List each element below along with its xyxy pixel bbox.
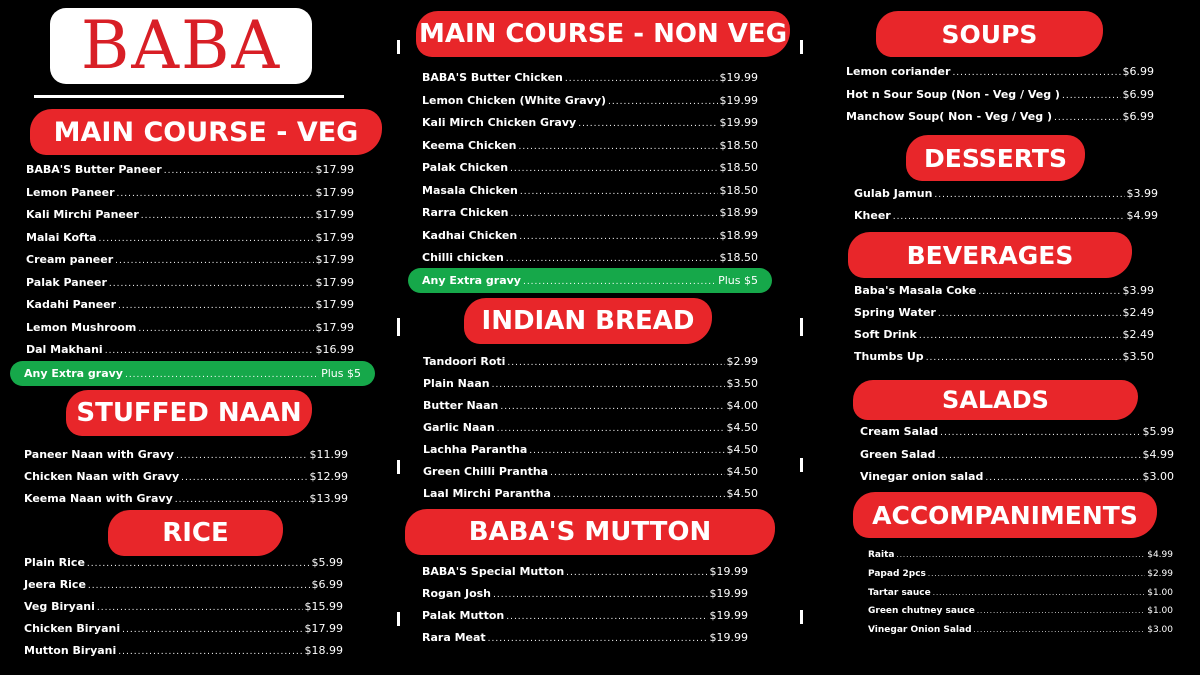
menu-item-name: Chicken Biryani: [24, 622, 121, 635]
menu-item-name: Cream paneer: [26, 253, 114, 266]
menu-item-name: Hot n Sour Soup (Non - Veg / Veg ): [846, 87, 1060, 101]
menu-item: [26, 253, 354, 276]
dot-leader: [608, 97, 717, 107]
menu-item-name: Thumbs Up: [854, 350, 924, 363]
dot-leader: [519, 232, 717, 242]
menu-item-price: $17.99: [304, 622, 343, 635]
bread-heading: [464, 298, 712, 344]
menu-item: [422, 631, 748, 653]
salads-list: [860, 425, 1174, 493]
menu-item-price: $4.50: [726, 421, 758, 434]
menu-item-name: Tandoori Roti: [423, 355, 506, 368]
menu-item-name: Masala Chicken: [422, 183, 518, 197]
soups-heading: [876, 11, 1103, 57]
menu-item-price: $6.99: [1122, 110, 1154, 123]
menu-item-price: $1.00: [1147, 606, 1173, 617]
accomp-list: [868, 550, 1173, 644]
menu-item-name: Rarra Chicken: [422, 206, 509, 219]
menu-item-name: Palak Paneer: [26, 275, 107, 289]
menu-item: [854, 306, 1154, 328]
veg-list: [26, 163, 354, 366]
menu-item-price: $15.99: [304, 600, 343, 613]
menu-item-price: $18.99: [719, 228, 758, 242]
menu-item: [24, 470, 348, 492]
menu-item-name: Spring Water: [854, 306, 936, 319]
menu-item-price: $18.99: [719, 206, 758, 219]
menu-item-name: Raita: [868, 550, 895, 560]
menu-item-name: Green chutney sauce: [868, 606, 975, 617]
menu-item-name: Tartar sauce: [868, 587, 931, 598]
menu-item: [423, 399, 758, 421]
nonveg-extra-row: Any Extra gravy ..... Plus $5: [422, 274, 758, 287]
menu-item-name: Kadhai Chicken: [422, 228, 518, 242]
menu-item: [423, 443, 758, 465]
dot-leader: [105, 346, 314, 356]
nonveg-heading: [416, 11, 790, 57]
dot-leader: [938, 309, 1121, 319]
dot-leader: [492, 380, 725, 390]
dot-leader: [118, 647, 302, 657]
dot-leader: [553, 490, 725, 500]
menu-item: [868, 606, 1173, 625]
menu-item: [860, 470, 1174, 493]
menu-item: [854, 209, 1158, 231]
dot-leader: [118, 301, 313, 311]
menu-item-name: Butter Naan: [423, 399, 499, 412]
menu-item-name: Kadahi Paneer: [26, 298, 117, 311]
menu-item-price: $3.50: [726, 377, 758, 390]
nonveg-heading-text: MAIN COURSE - NON VEG: [418, 19, 788, 49]
accomp-heading-text: ACCOMPANIMENTS: [872, 500, 1138, 530]
menu-item: [26, 186, 354, 209]
desserts-heading-text: DESSERTS: [924, 143, 1067, 173]
menu-item: [26, 321, 354, 344]
dot-leader: [138, 324, 313, 334]
menu-item: [846, 88, 1154, 111]
dot-leader: [97, 603, 303, 613]
menu-item-price: $16.99: [315, 343, 354, 356]
menu-item-name: Palak Chicken: [422, 161, 509, 174]
menu-item: [422, 609, 748, 631]
menu-item-price: $5.99: [1142, 425, 1174, 438]
column-divider-left: [397, 460, 400, 474]
dot-leader: [507, 358, 724, 368]
dot-leader: [896, 551, 1145, 559]
menu-item: [24, 622, 343, 644]
dot-leader: [933, 589, 1146, 597]
menu-item: [423, 377, 758, 399]
dot-leader: [87, 559, 310, 569]
dot-leader: [1062, 91, 1121, 101]
menu-item: [854, 328, 1154, 350]
brand-name: BABA: [80, 7, 282, 84]
dot-leader: [940, 428, 1140, 438]
dot-leader: [511, 209, 718, 219]
menu-item-name: Plain Rice: [24, 556, 85, 569]
menu-item-price: $19.99: [709, 609, 748, 622]
menu-item: [422, 161, 758, 184]
menu-item-price: $1.00: [1147, 587, 1173, 598]
menu-item-name: Soft Drink: [854, 328, 917, 341]
soups-heading-text: SOUPS: [941, 19, 1038, 49]
mutton-heading: [405, 509, 775, 555]
menu-item-price: $4.99: [1147, 550, 1173, 560]
menu-item-name: Keema Naan with Gravy: [24, 492, 173, 505]
menu-item-price: $13.99: [309, 492, 348, 505]
menu-item-price: $19.99: [719, 93, 758, 107]
column-divider-right: [800, 40, 803, 54]
menu-item: [26, 231, 354, 254]
menu-item-price: $6.99: [1122, 87, 1154, 101]
nonveg-list: [422, 71, 758, 274]
menu-item: [422, 184, 758, 207]
menu-item-price: $17.99: [315, 253, 354, 266]
dot-leader: [919, 331, 1121, 341]
beverages-heading-text: BEVERAGES: [906, 240, 1074, 270]
menu-item-price: $18.50: [719, 183, 758, 197]
menu-item-price: $17.99: [315, 163, 354, 176]
menu-item-name: Chilli chicken: [422, 251, 504, 264]
dot-leader: [122, 625, 302, 635]
dot-leader: [565, 74, 718, 84]
menu-item-name: Laal Mirchi Parantha: [423, 487, 551, 500]
menu-item: [868, 550, 1173, 569]
menu-item-price: $3.50: [1122, 350, 1154, 363]
menu-item-name: Chicken Naan with Gravy: [24, 470, 180, 483]
nonveg-extra-gravy: [408, 268, 772, 293]
dot-leader: [977, 607, 1145, 615]
menu-item: [422, 206, 758, 229]
menu-item: [846, 65, 1154, 88]
dot-leader: [518, 142, 717, 152]
menu-item: [868, 569, 1173, 588]
dot-leader: [181, 473, 307, 483]
menu-item-name: Vinegar Onion Salad: [868, 625, 972, 636]
menu-item-price: $3.99: [1126, 187, 1158, 200]
menu-item-price: $4.99: [1142, 447, 1174, 461]
menu-item-price: $18.50: [719, 251, 758, 264]
desserts-heading: [906, 135, 1085, 181]
menu-item-price: $5.99: [311, 556, 343, 569]
menu-item-name: Baba's Masala Coke: [854, 284, 977, 297]
menu-item: [26, 163, 354, 186]
menu-item-price: $4.99: [1126, 209, 1158, 222]
dot-leader: [115, 256, 313, 266]
stuffed-heading-text: STUFFED NAAN: [76, 398, 302, 428]
menu-item: [854, 284, 1154, 306]
menu-item-name: Malai Kofta: [26, 230, 97, 244]
menu-item-price: $2.99: [726, 355, 758, 368]
menu-item-price: $19.99: [709, 631, 748, 644]
menu-item: [422, 71, 758, 94]
menu-item-name: Rogan Josh: [422, 587, 492, 600]
dot-leader: [578, 119, 717, 129]
stuffed-heading: [66, 390, 312, 436]
menu-item-name: Lemon Mushroom: [26, 320, 137, 334]
menu-item-name: Lemon Chicken (White Gravy): [422, 93, 607, 107]
menu-item-price: $17.99: [315, 320, 354, 334]
menu-item-name: Papad 2pcs: [868, 568, 926, 579]
beverages-list: [854, 284, 1154, 372]
menu-item-price: $3.00: [1147, 625, 1173, 636]
dot-leader: [109, 279, 314, 289]
menu-item: [868, 625, 1173, 644]
dot-leader: [141, 211, 314, 221]
menu-item-price: $19.99: [709, 587, 748, 600]
rice-heading: [108, 510, 283, 556]
veg-heading: [30, 109, 382, 155]
menu-item-name: Kheer: [854, 209, 891, 222]
menu-item-price: $3.99: [1122, 284, 1154, 297]
bread-heading-text: INDIAN BREAD: [481, 306, 695, 336]
menu-item: [854, 350, 1154, 372]
accomp-heading: [853, 492, 1157, 538]
menu-item: [24, 644, 343, 666]
menu-item-price: $3.00: [1142, 470, 1174, 483]
menu-item-name: Dal Makhani: [26, 343, 103, 356]
menu-item-name: Mutton Biryani: [24, 644, 117, 657]
dot-leader: [937, 451, 1140, 461]
menu-item: [423, 487, 758, 509]
menu-item: [24, 556, 343, 578]
mutton-list: [422, 565, 748, 653]
menu-item-name: Vinegar onion salad: [860, 470, 984, 483]
menu-item-price: $18.50: [719, 138, 758, 152]
menu-item-price: $18.50: [719, 161, 758, 174]
dot-leader: [566, 568, 707, 578]
dot-leader: [550, 468, 724, 478]
column-divider-right: [800, 610, 803, 624]
stuffed-list: [24, 448, 348, 514]
logo-divider: [34, 95, 344, 98]
menu-item-price: $2.99: [1147, 568, 1173, 579]
dot-leader: [1054, 113, 1121, 123]
menu-item-price: $19.99: [719, 116, 758, 129]
dot-leader: [488, 634, 708, 644]
menu-item: [24, 448, 348, 470]
dot-leader: [176, 451, 308, 461]
dot-leader: [926, 353, 1121, 363]
menu-item: [26, 298, 354, 321]
menu-item-price: $19.99: [709, 565, 748, 578]
menu-item-name: Lemon Paneer: [26, 185, 115, 199]
dot-leader: [506, 254, 718, 264]
dot-leader: [952, 68, 1120, 78]
menu-item-name: Cream Salad: [860, 425, 939, 438]
column-divider-left: [397, 612, 400, 626]
menu-item: [860, 425, 1174, 448]
menu-item-name: BABA'S Butter Paneer: [26, 163, 162, 176]
menu-item-name: Plain Naan: [423, 377, 490, 390]
salads-heading: [853, 380, 1138, 420]
menu-item-price: $17.99: [315, 185, 354, 199]
menu-item-price: $17.99: [315, 208, 354, 221]
mutton-heading-text: BABA'S MUTTON: [468, 517, 712, 547]
menu-item-price: $4.00: [726, 399, 758, 412]
menu-item-price: $4.50: [726, 465, 758, 478]
dot-leader: [928, 570, 1145, 578]
veg-extra-gravy: [10, 361, 375, 386]
menu-item: [422, 139, 758, 162]
menu-item-name: Garlic Naan: [423, 421, 495, 434]
dot-leader: [164, 166, 314, 176]
menu-item-name: Kali Mirchi Paneer: [26, 208, 139, 221]
dot-leader: [934, 190, 1124, 200]
column-divider-right: [800, 458, 803, 472]
menu-item: [422, 94, 758, 117]
dot-leader: [520, 187, 718, 197]
dot-leader: [99, 234, 314, 244]
menu-item-price: $12.99: [309, 470, 348, 483]
menu-item: [422, 116, 758, 139]
menu-item-name: BABA'S Special Mutton: [422, 565, 565, 578]
menu-item: [422, 229, 758, 252]
dot-leader: [985, 473, 1140, 483]
desserts-list: [854, 187, 1158, 231]
veg-extra-row: Any Extra gravy ..... Plus $5: [24, 367, 361, 380]
menu-item-name: Green Salad: [860, 447, 936, 461]
menu-item: [26, 208, 354, 231]
beverages-heading: [848, 232, 1132, 278]
menu-item-price: $4.50: [726, 443, 758, 456]
dot-leader: [529, 446, 724, 456]
menu-item: [423, 355, 758, 377]
menu-item-name: Keema Chicken: [422, 138, 517, 152]
column-divider-left: [397, 40, 400, 54]
menu-item: [868, 588, 1173, 607]
soups-list: [846, 65, 1154, 133]
menu-item-name: Lemon coriander: [846, 65, 951, 78]
dot-leader: [978, 287, 1120, 297]
bread-list: [423, 355, 758, 509]
menu-item-name: Gulab Jamun: [854, 187, 933, 200]
menu-item-price: $6.99: [311, 578, 343, 591]
dot-leader: [175, 495, 308, 505]
menu-item-name: Green Chilli Prantha: [423, 465, 549, 478]
menu-item-price: $18.99: [304, 644, 343, 657]
menu-item-name: Palak Mutton: [422, 609, 505, 622]
menu-item-name: Lachha Parantha: [423, 443, 528, 456]
menu-item: [846, 110, 1154, 133]
menu-item-name: Kali Mirch Chicken Gravy: [422, 116, 577, 129]
veg-heading-text: MAIN COURSE - VEG: [53, 116, 359, 148]
menu-item-price: $19.99: [719, 71, 758, 84]
dot-leader: [974, 626, 1146, 634]
menu-item-price: $17.99: [315, 275, 354, 289]
menu-item: [24, 578, 343, 600]
menu-item-name: Rara Meat: [422, 631, 486, 644]
menu-item-name: Paneer Naan with Gravy: [24, 448, 174, 461]
dot-leader: [893, 212, 1125, 222]
menu-item-price: $11.99: [309, 448, 348, 461]
menu-item: [422, 565, 748, 587]
menu-item-price: $6.99: [1122, 65, 1154, 78]
menu-item-price: $17.99: [315, 230, 354, 244]
menu-item: [26, 276, 354, 299]
menu-item-price: $2.49: [1122, 306, 1154, 319]
dot-leader: [510, 164, 717, 174]
menu-item: [423, 465, 758, 487]
menu-item-name: Jeera Rice: [24, 578, 86, 591]
menu-item-price: $2.49: [1122, 328, 1154, 341]
menu-item: [860, 448, 1174, 471]
salads-heading-text: SALADS: [942, 386, 1049, 414]
dot-leader: [500, 402, 724, 412]
rice-list: [24, 556, 343, 666]
dot-leader: [493, 590, 707, 600]
column-divider-left: [397, 318, 400, 336]
dot-leader: [117, 189, 314, 199]
menu-item: [854, 187, 1158, 209]
menu-item-name: BABA'S Butter Chicken: [422, 71, 563, 84]
menu-item-name: Manchow Soup( Non - Veg / Veg ): [846, 110, 1052, 123]
menu-item-price: $17.99: [315, 298, 354, 311]
menu-item: [422, 587, 748, 609]
dot-leader: [88, 581, 310, 591]
dot-leader: [497, 424, 725, 434]
menu-item: [24, 600, 343, 622]
menu-item: [423, 421, 758, 443]
brand-logo: [50, 8, 312, 84]
column-divider-right: [800, 318, 803, 336]
menu-item-name: Veg Biryani: [24, 600, 95, 613]
rice-heading-text: RICE: [162, 518, 229, 548]
dot-leader: [506, 612, 707, 622]
menu-item-price: $4.50: [726, 487, 758, 500]
